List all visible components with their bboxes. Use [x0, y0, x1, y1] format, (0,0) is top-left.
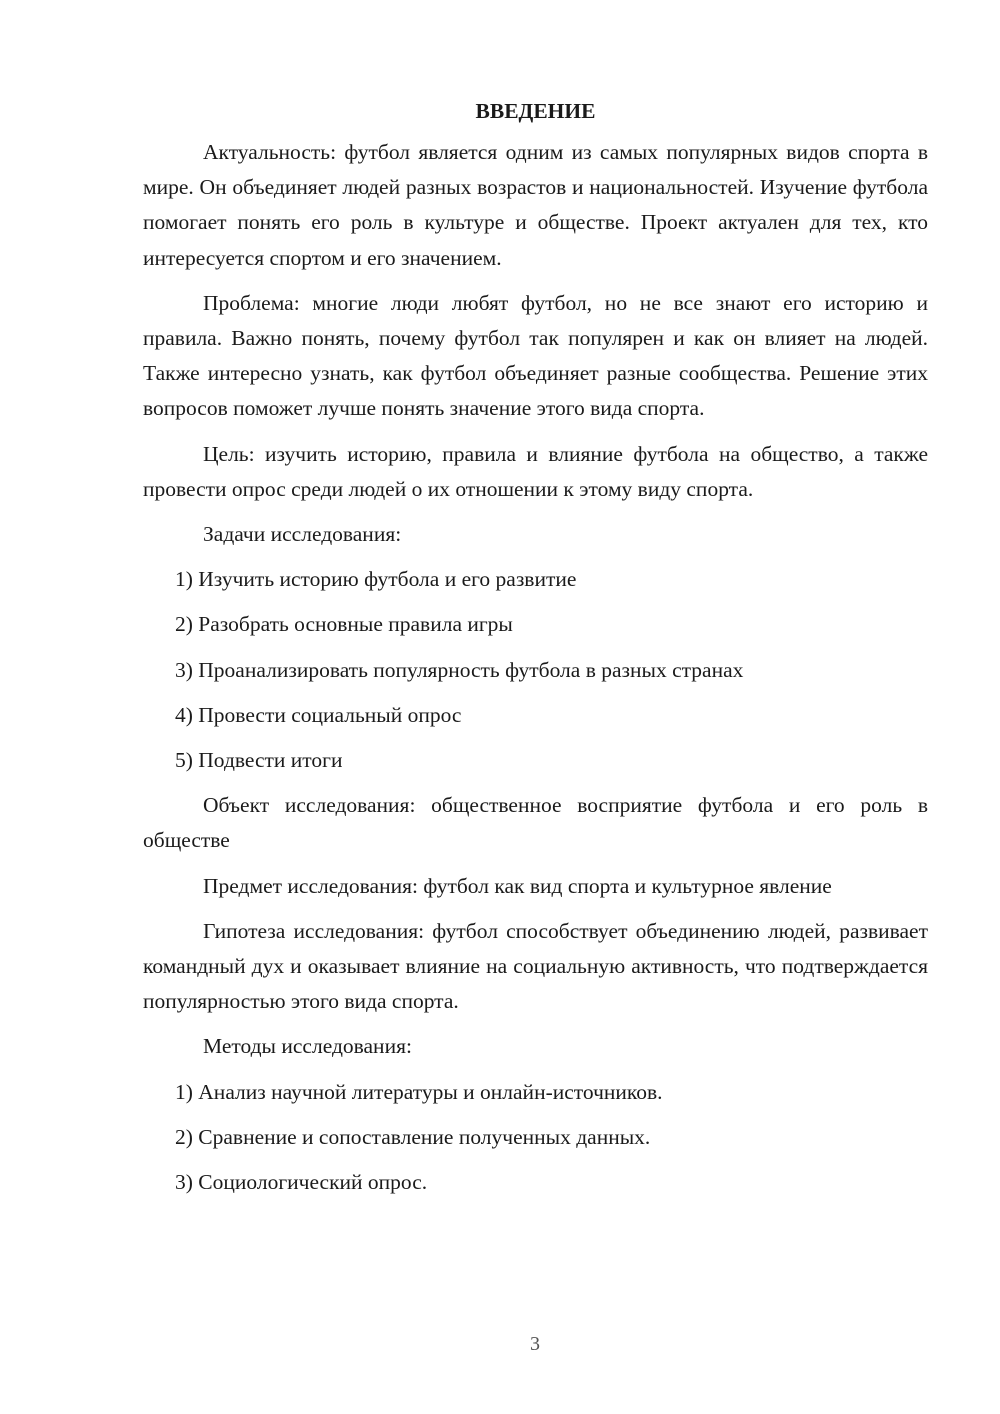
section-title: ВВЕДЕНИЕ [475, 99, 596, 123]
list-item: 1) Анализ научной литературы и онлайн-источников. [175, 1079, 663, 1104]
list-item: 2) Разобрать основные правила игры [175, 612, 513, 637]
list-item: 2) Сравнение и сопоставление полученных данных. [175, 1124, 651, 1149]
methods-list [143, 1075, 928, 1201]
problem-paragraph: Проблема: многие люди любят футбол, но не все знают его историю и правила. Важно понять, почему футбол так популярен и как он влияет на людей. Также интересно узнать, как футбол объединяет разные сообщества. Решение этих вопросов поможет лучше понять значение этого вида спорта. [143, 290, 928, 421]
list-item: 1) Изучить историю футбола и его развитие [175, 567, 577, 592]
page-number: 3 [530, 1333, 540, 1355]
tasks-heading: Задачи исследования: [203, 522, 402, 547]
list-item: 3) Проанализировать популярность футбола в разных странах [175, 657, 744, 682]
methods-heading: Методы исследования: [203, 1034, 412, 1059]
list-item: 4) Провести социальный опрос [175, 702, 462, 727]
list-item: 3) Социологический опрос. [175, 1170, 428, 1195]
document-page [143, 96, 928, 1210]
list-item: 5) Подвести итоги [175, 748, 343, 773]
subject-paragraph: Предмет исследования: футбол как вид спорта и культурное явление [203, 873, 832, 898]
object-paragraph: Объект исследования: общественное восприятие футбола и его роль в обществе [143, 793, 928, 853]
tasks-list [143, 562, 928, 778]
hypothesis-paragraph: Гипотеза исследования: футбол способствует объединению людей, развивает командный дух и оказывает влияние на социальную активность, что подтверждается популярностью этого вида спорта. [143, 918, 928, 1014]
actuality-paragraph: Актуальность: футбол является одним из самых популярных видов спорта в мире. Он объединяет людей разных возрастов и национальностей. Изучение футбола помогает понять его роль в культуре и обществе. Проект актуален для тех, кто интересуется спортом и его значением. [143, 140, 928, 270]
goal-paragraph: Цель: изучить историю, правила и влияние футбола на общество, а также провести опрос среди людей о их отношении к этому виду спорта. [143, 441, 928, 501]
